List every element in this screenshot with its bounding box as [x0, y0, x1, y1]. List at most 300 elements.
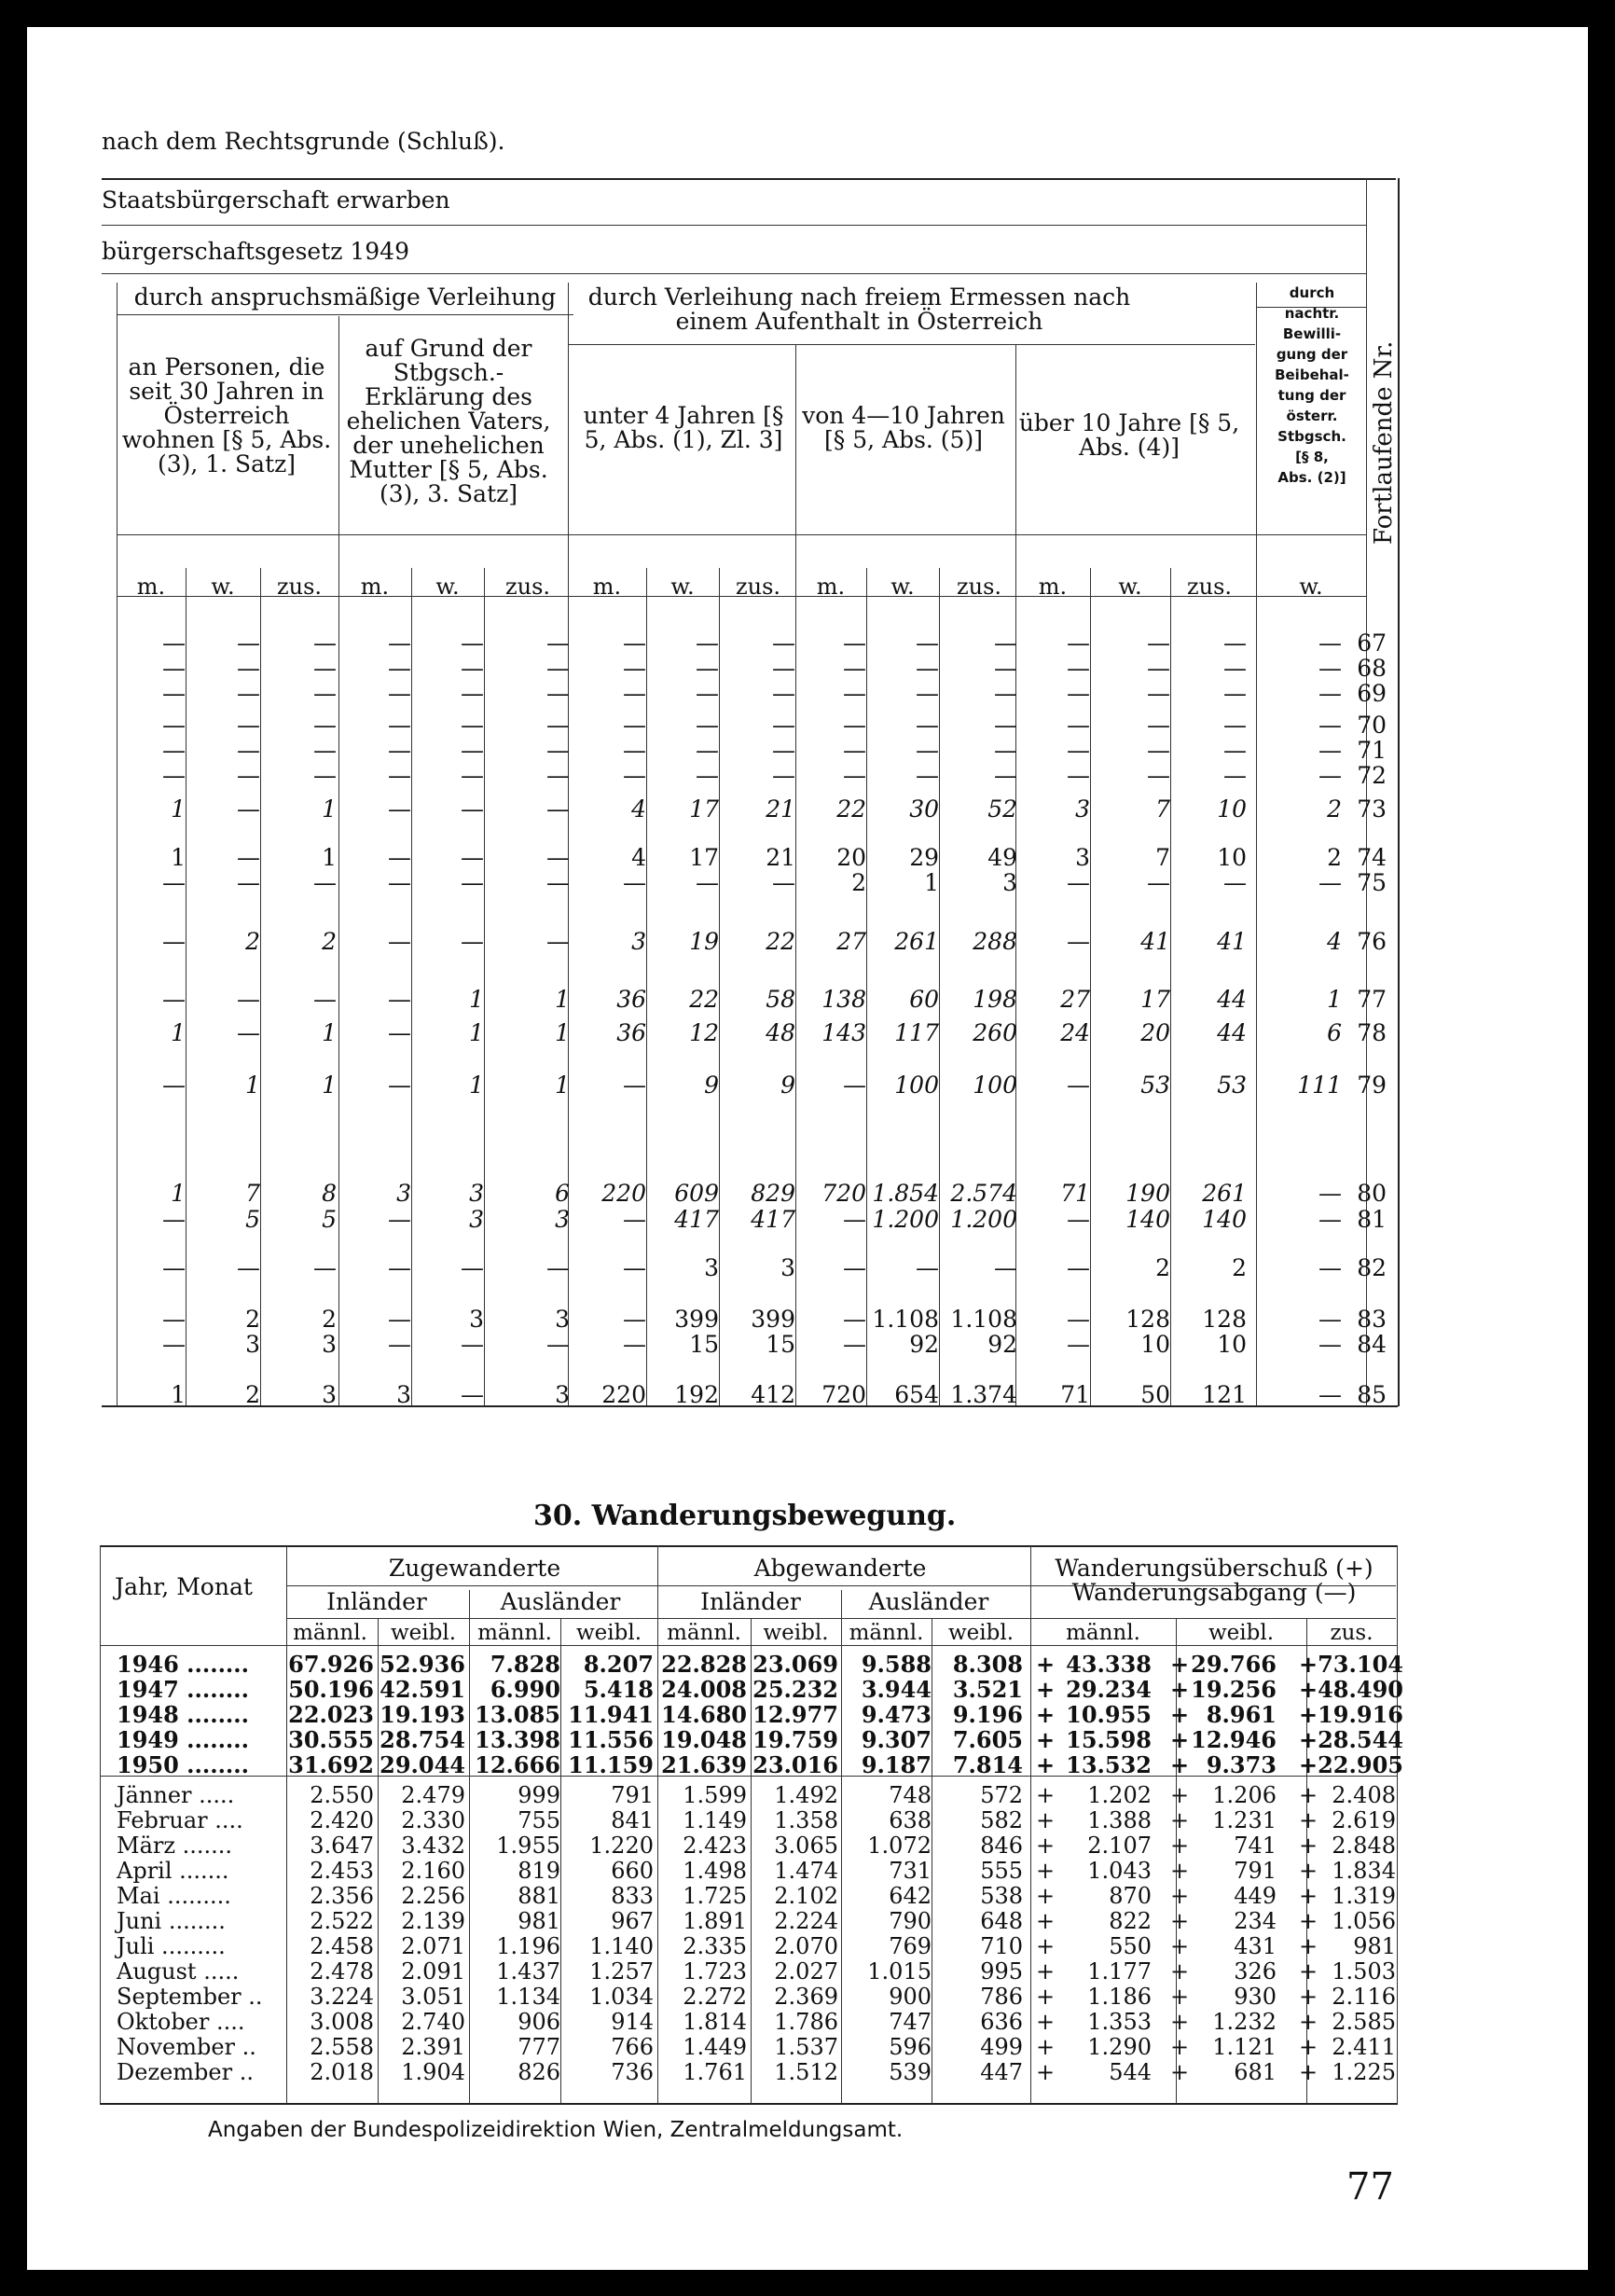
bottom-cell: + 1.186	[1036, 1984, 1152, 2010]
bottom-cell: 3.944	[861, 1676, 932, 1703]
table-cell: 4	[631, 844, 646, 871]
bottom-cell: 22.023	[288, 1701, 374, 1728]
table-cell: —	[461, 869, 484, 896]
table-cell: 10	[1217, 844, 1247, 871]
bottom-cell: 846	[980, 1833, 1023, 1859]
table-cell: 41	[1217, 928, 1247, 955]
bottom-cell: 8.308	[952, 1651, 1023, 1678]
table-cell: —	[237, 629, 260, 657]
sub-ueber-10-jahre: über 10 Jahre [§ 5, Abs. (4)]	[1018, 409, 1240, 461]
sub-unter-4-jahren: unter 4 Jahren [§ 5, Abs. (1), Zl. 3]	[583, 402, 784, 453]
table-cell: —	[546, 655, 570, 682]
bottom-cell: 1.891	[683, 1908, 747, 1934]
bottom-cell: 596	[889, 2034, 932, 2060]
bottom-cell: 1.512	[774, 2059, 838, 2085]
table-cell: 6	[555, 1180, 570, 1207]
table-cell: 22	[836, 795, 866, 823]
bottom-cell: + 981	[1299, 1933, 1396, 1959]
table-cell: 1	[322, 1072, 337, 1099]
table-cell: —	[1318, 712, 1342, 739]
fortlaufende-nr: Fortlaufende Nr.	[1370, 340, 1398, 545]
table-cell: 44	[1217, 1019, 1247, 1046]
bottom-cell: + 22.905	[1299, 1751, 1403, 1778]
group-beibehaltung-line: tung der	[1277, 387, 1346, 404]
bottom-cell: 1.034	[589, 1984, 654, 2010]
bottom-cell: 538	[980, 1883, 1023, 1909]
table-cell: 417	[751, 1206, 795, 1233]
table-cell: 260	[973, 1019, 1017, 1046]
table-cell: 49	[987, 844, 1017, 871]
table-cell: —	[623, 762, 646, 789]
rule	[102, 178, 1396, 180]
bottom-cell: 2.423	[683, 1833, 747, 1859]
table-cell: —	[162, 1072, 186, 1099]
bottom-cell: 50.196	[288, 1676, 374, 1703]
table-cell: 117	[894, 1019, 939, 1046]
table-cell: —	[162, 869, 186, 896]
col-label: zus.	[735, 574, 781, 600]
table-cell: 3	[1075, 844, 1090, 871]
table-cell: —	[994, 737, 1017, 764]
bottom-cell: 3.432	[401, 1833, 465, 1859]
table-cell: —	[1147, 680, 1170, 707]
table-cell: 3	[555, 1206, 570, 1233]
table-cell: 1.108	[872, 1306, 939, 1333]
bottom-cell: + 1.388	[1036, 1807, 1152, 1833]
table-cell: —	[388, 1306, 411, 1333]
table-cell: 128	[1125, 1306, 1170, 1333]
table-cell: —	[1318, 1381, 1342, 1408]
table-cell: 3	[469, 1206, 484, 1233]
bottom-cell: 2.018	[310, 2059, 374, 2085]
table-cell: —	[461, 795, 484, 823]
row-label: Februar ....	[117, 1807, 243, 1833]
bottom-cell: 642	[889, 1883, 932, 1909]
bottom-cell: 1.015	[867, 1958, 932, 1985]
table-cell: —	[623, 629, 646, 657]
table-cell: 22	[689, 986, 719, 1013]
bottom-cell: 660	[611, 1858, 654, 1884]
bottom-cell: 766	[611, 2034, 654, 2060]
table-cell: —	[623, 1331, 646, 1358]
table-cell: —	[162, 1254, 186, 1281]
row-label: Jänner .....	[117, 1782, 235, 1808]
table-cell: —	[916, 762, 939, 789]
table-cell: 2	[851, 869, 866, 896]
table-cell: —	[916, 737, 939, 764]
bottom-cell: + 1.177	[1036, 1958, 1152, 1985]
table-cell: 1	[171, 1381, 186, 1408]
bottom-cell: 1.725	[683, 1883, 747, 1909]
table-cell: 53	[1217, 1072, 1247, 1099]
table-cell: —	[1223, 680, 1247, 707]
table-cell: 190	[1125, 1180, 1170, 1207]
table-cell: —	[546, 629, 570, 657]
table-cell: 1.200	[872, 1206, 939, 1233]
table-cell: 2	[322, 1306, 337, 1333]
bottom-cell: 638	[889, 1807, 932, 1833]
table-cell: —	[843, 1206, 866, 1233]
table-cell: 2.574	[950, 1180, 1017, 1207]
bottom-cell: 1.955	[496, 1833, 560, 1859]
table-cell: 36	[616, 986, 646, 1013]
bottom-cell: 5.418	[583, 1676, 654, 1703]
col-label: w.	[435, 574, 460, 600]
table-cell: 1	[1327, 986, 1342, 1013]
group-beibehaltung-line: nachtr.	[1284, 305, 1340, 322]
bottom-cell: 447	[980, 2059, 1023, 2085]
table-cell: 261	[894, 928, 939, 955]
bottom-cell: 2.272	[683, 1984, 747, 2010]
bottom-cell: + 29.234	[1036, 1676, 1152, 1703]
document-page	[27, 27, 1588, 2270]
table-cell: 1	[245, 1072, 260, 1099]
bottom-col-label: männl.	[1066, 1621, 1140, 1645]
bottom-cell: 1.599	[683, 1782, 747, 1808]
row-label: Dezember ..	[117, 2059, 254, 2085]
table-cell: —	[461, 1331, 484, 1358]
row-number: 71	[1357, 737, 1387, 764]
bottom-cell: 30.555	[288, 1726, 374, 1753]
table-cell: —	[237, 869, 260, 896]
bottom-cell: + 550	[1036, 1933, 1152, 1959]
table-cell: —	[1318, 680, 1342, 707]
table-cell: —	[1223, 712, 1247, 739]
table-cell: —	[1318, 762, 1342, 789]
table-cell: 128	[1202, 1306, 1247, 1333]
bottom-col-label: zus.	[1330, 1621, 1373, 1645]
bottom-cell: 2.335	[683, 1933, 747, 1959]
group-beibehaltung-line: Bewilli-	[1282, 325, 1342, 342]
bottom-cell: 572	[980, 1782, 1023, 1808]
bottom-cell: 19.759	[752, 1726, 838, 1753]
col-jahr-monat: Jahr, Monat	[115, 1573, 253, 1600]
table-cell: 1	[469, 986, 484, 1013]
bottom-cell: + 681	[1170, 2059, 1277, 2085]
table-cell: —	[388, 680, 411, 707]
bottom-cell: 11.556	[568, 1726, 654, 1753]
bottom-cell: 1.358	[774, 1807, 838, 1833]
table-cell: —	[696, 655, 719, 682]
bottom-cell: 7.605	[952, 1726, 1023, 1753]
table-cell: —	[1067, 629, 1090, 657]
table-cell: —	[388, 1206, 411, 1233]
table-cell: 3	[322, 1381, 337, 1408]
table-cell: 12	[689, 1019, 719, 1046]
bottom-cell: 2.391	[401, 2034, 465, 2060]
bottom-cell: 2.256	[401, 1883, 465, 1909]
col-label: zus.	[276, 574, 323, 600]
table-cell: —	[313, 629, 337, 657]
bottom-cell: 1.140	[589, 1933, 654, 1959]
bottom-cell: + 1.503	[1299, 1958, 1396, 1985]
bottom-cell: + 1.231	[1170, 1807, 1277, 1833]
table-cell: —	[1147, 762, 1170, 789]
table-cell: —	[1067, 928, 1090, 955]
table-cell: —	[388, 762, 411, 789]
table-cell: —	[162, 680, 186, 707]
table-cell: 3	[780, 1254, 795, 1281]
row-number: 85	[1357, 1381, 1387, 1408]
table-cell: —	[994, 762, 1017, 789]
bottom-cell: + 1.290	[1036, 2034, 1152, 2060]
bottom-cell: + 9.373	[1170, 1751, 1277, 1778]
col-label: w.	[211, 574, 235, 600]
bottom-cell: 841	[611, 1807, 654, 1833]
table-cell: 100	[894, 1072, 939, 1099]
table-cell: —	[388, 1254, 411, 1281]
table-cell: —	[1147, 655, 1170, 682]
bottom-cell: 1.537	[774, 2034, 838, 2060]
table-cell: 92	[909, 1331, 939, 1358]
table-cell: —	[843, 1306, 866, 1333]
bottom-cell: 2.550	[310, 1782, 374, 1808]
table-cell: —	[843, 629, 866, 657]
bottom-cell: 31.692	[288, 1751, 374, 1778]
row-number: 72	[1357, 762, 1387, 789]
row-label: 1946 ........	[117, 1651, 249, 1678]
table-cell: 3	[631, 928, 646, 955]
table-cell: —	[1147, 712, 1170, 739]
bottom-cell: + 8.961	[1170, 1701, 1277, 1728]
col-label: zus.	[504, 574, 551, 600]
table-cell: —	[162, 1306, 186, 1333]
bottom-cell: 12.666	[475, 1751, 560, 1778]
bottom-cell: 29.044	[380, 1751, 465, 1778]
table-cell: 15	[689, 1331, 719, 1358]
table-cell: —	[162, 928, 186, 955]
row-number: 75	[1357, 869, 1387, 896]
col-auslaender-abg: Ausländer	[868, 1588, 989, 1615]
table-cell: —	[461, 737, 484, 764]
table-cell: —	[1223, 869, 1247, 896]
table-cell: 3	[322, 1331, 337, 1358]
bottom-cell: 2.160	[401, 1858, 465, 1884]
table-cell: —	[162, 762, 186, 789]
col-label: m.	[136, 574, 166, 600]
table-cell: 720	[821, 1180, 866, 1207]
table-cell: —	[994, 680, 1017, 707]
table-cell: —	[1147, 629, 1170, 657]
table-cell: 399	[751, 1306, 795, 1333]
group-beibehaltung-line: österr.	[1286, 408, 1338, 424]
table-cell: 1	[924, 869, 939, 896]
table-cell: 3	[396, 1381, 411, 1408]
table-cell: 50	[1140, 1381, 1170, 1408]
table-cell: —	[388, 712, 411, 739]
bottom-cell: 731	[889, 1858, 932, 1884]
bottom-cell: 21.639	[661, 1751, 747, 1778]
row-label: Oktober ....	[117, 2009, 245, 2035]
table-cell: 7	[1155, 795, 1170, 823]
group-beibehaltung-line: Beibehal-	[1275, 367, 1349, 383]
table-cell: —	[696, 712, 719, 739]
table-cell: 36	[616, 1019, 646, 1046]
table-cell: —	[1067, 1331, 1090, 1358]
bottom-cell: 3.051	[401, 1984, 465, 2010]
col-label: m.	[816, 574, 846, 600]
bottom-col-label: männl.	[293, 1621, 367, 1645]
table-cell: 2	[245, 928, 260, 955]
row-label: September ..	[117, 1984, 263, 2010]
bottom-cell: 11.941	[568, 1701, 654, 1728]
table-cell: —	[1318, 1331, 1342, 1358]
table-cell: —	[916, 712, 939, 739]
bottom-cell: + 822	[1036, 1908, 1152, 1934]
col-zugewanderte: Zugewanderte	[388, 1555, 561, 1582]
table-cell: 7	[1155, 844, 1170, 871]
group-beibehaltung-line: gung der	[1276, 346, 1348, 363]
bottom-cell: + 2.619	[1299, 1807, 1396, 1833]
table-cell: 1.374	[950, 1381, 1017, 1408]
table-cell: 5	[322, 1206, 337, 1233]
table-cell: —	[623, 655, 646, 682]
bottom-cell: 1.786	[774, 2009, 838, 2035]
bottom-cell: 6.990	[490, 1676, 560, 1703]
table-cell: 3	[469, 1306, 484, 1333]
bottom-cell: + 1.225	[1299, 2059, 1396, 2085]
section-title: 30. Wanderungsbewegung.	[533, 1500, 957, 1532]
table-cell: 121	[1202, 1381, 1247, 1408]
table-cell: 20	[836, 844, 866, 871]
bottom-col-label: weibl.	[763, 1621, 829, 1645]
bottom-cell: 2.224	[774, 1908, 838, 1934]
table-cell: —	[772, 762, 795, 789]
heading-staatsbuergerschaft: Staatsbürgerschaft erwarben	[102, 187, 450, 214]
table-cell: —	[1318, 1206, 1342, 1233]
table-cell: 2	[245, 1381, 260, 1408]
table-cell: 4	[1327, 928, 1342, 955]
bottom-cell: + 10.955	[1036, 1701, 1152, 1728]
table-cell: 143	[821, 1019, 866, 1046]
table-cell: —	[388, 795, 411, 823]
table-cell: 20	[1140, 1019, 1170, 1046]
table-cell: —	[696, 737, 719, 764]
table-cell: 198	[973, 986, 1017, 1013]
table-cell: —	[388, 1072, 411, 1099]
table-cell: 58	[766, 986, 795, 1013]
table-cell: 48	[766, 1019, 795, 1046]
bottom-cell: 2.070	[774, 1933, 838, 1959]
table-cell: —	[772, 655, 795, 682]
table-cell: —	[772, 629, 795, 657]
bottom-cell: + 1.043	[1036, 1858, 1152, 1884]
bottom-cell: + 1.353	[1036, 2009, 1152, 2035]
table-cell: —	[313, 986, 337, 1013]
bottom-cell: 539	[889, 2059, 932, 2085]
bottom-cell: 3.065	[774, 1833, 838, 1859]
bottom-cell: 2.369	[774, 1984, 838, 2010]
bottom-cell: 3.008	[310, 2009, 374, 2035]
bottom-cell: 9.307	[861, 1726, 932, 1753]
table-cell: —	[916, 655, 939, 682]
source-note: Angaben der Bundespolizeidirektion Wien, Zentralmeldungsamt.	[208, 2118, 904, 2142]
row-number: 77	[1357, 986, 1387, 1013]
table-cell: 140	[1202, 1206, 1247, 1233]
bottom-cell: + 544	[1036, 2059, 1152, 2085]
bottom-cell: 2.479	[401, 1782, 465, 1808]
table-cell: —	[388, 737, 411, 764]
bottom-cell: + 73.104	[1299, 1651, 1403, 1678]
bottom-cell: + 326	[1170, 1958, 1277, 1985]
table-cell: —	[546, 844, 570, 871]
table-cell: —	[1067, 680, 1090, 707]
table-cell: —	[696, 680, 719, 707]
table-cell: —	[237, 655, 260, 682]
row-number: 83	[1357, 1306, 1387, 1333]
bottom-cell: 755	[518, 1807, 560, 1833]
table-cell: —	[772, 712, 795, 739]
table-cell: —	[772, 869, 795, 896]
table-cell: 4	[631, 795, 646, 823]
table-cell: 17	[689, 795, 719, 823]
table-cell: —	[461, 712, 484, 739]
bottom-col-label: männl.	[667, 1621, 741, 1645]
table-cell: —	[546, 869, 570, 896]
table-cell: 60	[909, 986, 939, 1013]
bottom-cell: 2.478	[310, 1958, 374, 1985]
table-cell: 654	[894, 1381, 939, 1408]
row-number: 68	[1357, 655, 1387, 682]
row-number: 84	[1357, 1331, 1387, 1358]
table-cell: —	[1318, 1306, 1342, 1333]
bottom-cell: 967	[611, 1908, 654, 1934]
bottom-col-label: weibl.	[1208, 1621, 1275, 1645]
bottom-cell: 42.591	[380, 1676, 465, 1703]
bottom-cell: + 2.411	[1299, 2034, 1396, 2060]
table-cell: —	[388, 629, 411, 657]
bottom-cell: 1.474	[774, 1858, 838, 1884]
bottom-col-label: weibl.	[390, 1621, 457, 1645]
table-cell: 24	[1060, 1019, 1090, 1046]
table-cell: —	[623, 1072, 646, 1099]
table-cell: 829	[751, 1180, 795, 1207]
table-cell: —	[916, 1254, 939, 1281]
bottom-cell: 648	[980, 1908, 1023, 1934]
table-cell: —	[1318, 869, 1342, 896]
bottom-cell: 9.588	[861, 1651, 932, 1678]
table-cell: 21	[766, 844, 795, 871]
table-cell: —	[1318, 629, 1342, 657]
bottom-cell: 52.936	[380, 1651, 465, 1678]
bottom-cell: 3.224	[310, 1984, 374, 2010]
table-cell: 261	[1202, 1180, 1247, 1207]
table-cell: —	[388, 1331, 411, 1358]
bottom-cell: 2.102	[774, 1883, 838, 1909]
row-label: Juni ........	[117, 1908, 226, 1934]
bottom-cell: 3.647	[310, 1833, 374, 1859]
bottom-cell: 881	[518, 1883, 560, 1909]
table-cell: 1.200	[950, 1206, 1017, 1233]
table-cell: 1	[555, 986, 570, 1013]
table-cell: —	[461, 655, 484, 682]
table-cell: —	[237, 712, 260, 739]
table-cell: —	[843, 680, 866, 707]
row-label: Juli .........	[117, 1933, 226, 1959]
table-cell: 3	[396, 1180, 411, 1207]
row-label: März .......	[117, 1833, 233, 1859]
table-cell: 3	[1002, 869, 1017, 896]
bottom-cell: 900	[889, 1984, 932, 2010]
col-abgewanderte: Abgewanderte	[753, 1555, 927, 1582]
bottom-cell: + 1.319	[1299, 1883, 1396, 1909]
bottom-cell: 1.072	[867, 1833, 932, 1859]
bottom-cell: + 1.206	[1170, 1782, 1277, 1808]
table-cell: —	[1067, 737, 1090, 764]
table-cell: —	[313, 762, 337, 789]
table-cell: 10	[1217, 1331, 1247, 1358]
table-cell: —	[313, 712, 337, 739]
